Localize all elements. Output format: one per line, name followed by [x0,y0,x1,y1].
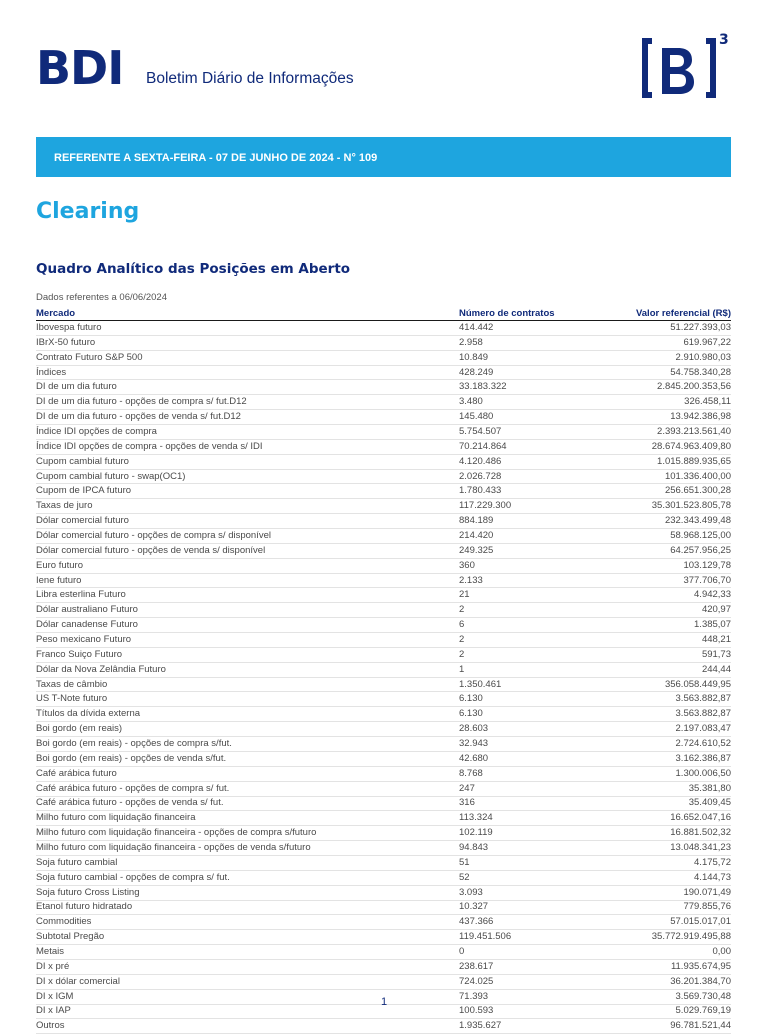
cell-contracts: 6.130 [459,692,589,707]
cell-value: 619.967,22 [589,335,731,350]
cell-contracts: 8.768 [459,766,589,781]
cell-mercado: Milho futuro com liquidação financeira - opções de compra s/futuro [36,826,459,841]
cell-value: 35.772.919.495,88 [589,930,731,945]
cell-contracts: 145.480 [459,410,589,425]
cell-mercado: Soja futuro Cross Listing [36,885,459,900]
table-row [36,662,731,677]
table-row [36,514,731,529]
cell-contracts: 1.350.461 [459,677,589,692]
table-row [36,945,731,960]
table-row [36,647,731,662]
table-row [36,321,731,336]
cell-value: 1.015.889.935,65 [589,454,731,469]
table-row [36,751,731,766]
cell-mercado: US T-Note futuro [36,692,459,707]
cell-value: 3.563.882,87 [589,692,731,707]
table-row [36,499,731,514]
cell-value: 96.781.521,44 [589,1019,731,1034]
table-row [36,558,731,573]
cell-mercado: Café arábica futuro - opções de compra s/ fut. [36,781,459,796]
cell-contracts: 884.189 [459,514,589,529]
table-row [36,365,731,380]
cell-mercado: DI x pré [36,959,459,974]
cell-contracts: 2.133 [459,573,589,588]
cell-contracts: 360 [459,558,589,573]
table-row [36,841,731,856]
cell-contracts: 2 [459,633,589,648]
table-row [36,529,731,544]
cell-contracts: 3.093 [459,885,589,900]
column-header-contracts: Número de contratos [459,307,589,321]
cell-mercado: Índice IDI opções de compra - opções de venda s/ IDI [36,439,459,454]
cell-mercado: Milho futuro com liquidação financeira - opções de venda s/futuro [36,841,459,856]
table-row [36,781,731,796]
cell-contracts: 42.680 [459,751,589,766]
table-row [36,439,731,454]
cell-contracts: 316 [459,796,589,811]
cell-mercado: Taxas de juro [36,499,459,514]
cell-mercado: Boi gordo (em reais) [36,722,459,737]
cell-contracts: 238.617 [459,959,589,974]
cell-value: 35.409,45 [589,796,731,811]
cell-mercado: Euro futuro [36,558,459,573]
cell-mercado: Dólar comercial futuro - opções de venda s/ disponível [36,543,459,558]
cell-contracts: 52 [459,870,589,885]
cell-mercado: Soja futuro cambial [36,855,459,870]
cell-mercado: Títulos da dívida externa [36,707,459,722]
cell-mercado: Dólar australiano Futuro [36,603,459,618]
cell-value: 779.855,76 [589,900,731,915]
cell-mercado: Ibovespa futuro [36,321,459,336]
cell-contracts: 2 [459,603,589,618]
cell-contracts: 3.480 [459,395,589,410]
cell-mercado: Libra esterlina Futuro [36,588,459,603]
cell-value: 57.015.017,01 [589,915,731,930]
cell-mercado: Boi gordo (em reais) - opções de venda s/fut. [36,751,459,766]
table-row [36,618,731,633]
cell-value: 190.071,49 [589,885,731,900]
cell-value: 2.393.213.561,40 [589,425,731,440]
cell-mercado: Índice IDI opções de compra [36,425,459,440]
page-number: 1 [380,996,388,1008]
cell-mercado: DI de um dia futuro [36,380,459,395]
table-row [36,1019,731,1034]
cell-contracts: 10.327 [459,900,589,915]
table-row [36,454,731,469]
data-reference-note: Dados referentes a 06/06/2024 [36,292,167,303]
cell-mercado: Cupom cambial futuro [36,454,459,469]
cell-mercado: Milho futuro com liquidação financeira [36,811,459,826]
cell-mercado: Franco Suiço Futuro [36,647,459,662]
cell-value: 2.845.200.353,56 [589,380,731,395]
cell-value: 232.343.499,48 [589,514,731,529]
cell-value: 420,97 [589,603,731,618]
header [36,32,736,110]
cell-mercado: Contrato Futuro S&P 500 [36,350,459,365]
cell-value: 3.563.882,87 [589,707,731,722]
cell-contracts: 6 [459,618,589,633]
table-body [36,321,731,1034]
table-row [36,425,731,440]
table-row [36,811,731,826]
cell-mercado: Soja futuro cambial - opções de compra s/ fut. [36,870,459,885]
cell-contracts: 10.849 [459,350,589,365]
bdi-acronym: BDI [36,41,124,95]
table-row [36,737,731,752]
cell-contracts: 247 [459,781,589,796]
cell-mercado: DI x IAP [36,1004,459,1019]
table-row [36,395,731,410]
table-row [36,633,731,648]
table-row [36,469,731,484]
cell-mercado: Commodities [36,915,459,930]
cell-value: 377.706,70 [589,573,731,588]
cell-mercado: Etanol futuro hidratado [36,900,459,915]
cell-contracts: 51 [459,855,589,870]
cell-value: 58.968.125,00 [589,529,731,544]
cell-value: 448,21 [589,633,731,648]
column-header-value: Valor referencial (R$) [589,307,731,321]
cell-contracts: 2 [459,647,589,662]
cell-value: 1.300.006,50 [589,766,731,781]
table-row [36,974,731,989]
cell-contracts: 437.366 [459,915,589,930]
table-row [36,677,731,692]
cell-contracts: 71.393 [459,989,589,1004]
svg-text:3: 3 [719,32,729,48]
bdi-subtitle: Boletim Diário de Informações [146,70,354,87]
cell-contracts: 1.780.433 [459,484,589,499]
cell-contracts: 414.442 [459,321,589,336]
cell-value: 16.652.047,16 [589,811,731,826]
cell-mercado: Café arábica futuro - opções de venda s/ fut. [36,796,459,811]
table-row [36,335,731,350]
cell-mercado: DI x dólar comercial [36,974,459,989]
cell-value: 16.881.502,32 [589,826,731,841]
cell-contracts: 1.935.627 [459,1019,589,1034]
cell-mercado: Dólar da Nova Zelândia Futuro [36,662,459,677]
section-title: Clearing [36,199,140,224]
open-positions-table [36,307,731,1034]
cell-value: 11.935.674,95 [589,959,731,974]
cell-contracts: 4.120.486 [459,454,589,469]
cell-value: 101.336.400,00 [589,469,731,484]
cell-mercado: Cupom cambial futuro - swap(OC1) [36,469,459,484]
cell-mercado: IBrX-50 futuro [36,335,459,350]
cell-value: 103.129,78 [589,558,731,573]
cell-mercado: Subtotal Pregão [36,930,459,945]
cell-mercado: Café arábica futuro [36,766,459,781]
cell-contracts: 28.603 [459,722,589,737]
cell-value: 28.674.963.409,80 [589,439,731,454]
cell-mercado: Iene futuro [36,573,459,588]
cell-mercado: DI x IGM [36,989,459,1004]
cell-value: 13.942.386,98 [589,410,731,425]
cell-mercado: Peso mexicano Futuro [36,633,459,648]
table-row [36,959,731,974]
cell-contracts: 1 [459,662,589,677]
cell-mercado: Taxas de câmbio [36,677,459,692]
table-row [36,796,731,811]
table-row [36,855,731,870]
table-row [36,692,731,707]
cell-contracts: 2.958 [459,335,589,350]
cell-value: 244,44 [589,662,731,677]
table-row [36,543,731,558]
cell-value: 1.385,07 [589,618,731,633]
cell-contracts: 21 [459,588,589,603]
cell-contracts: 724.025 [459,974,589,989]
cell-contracts: 32.943 [459,737,589,752]
cell-contracts: 113.324 [459,811,589,826]
cell-value: 356.058.449,95 [589,677,731,692]
cell-contracts: 0 [459,945,589,960]
cell-mercado: Dólar canadense Futuro [36,618,459,633]
cell-value: 0,00 [589,945,731,960]
cell-contracts: 119.451.506 [459,930,589,945]
cell-contracts: 5.754.507 [459,425,589,440]
cell-mercado: Boi gordo (em reais) - opções de compra s/fut. [36,737,459,752]
cell-value: 2.724.610,52 [589,737,731,752]
cell-contracts: 6.130 [459,707,589,722]
table-row [36,603,731,618]
cell-mercado: DI de um dia futuro - opções de venda s/ fut.D12 [36,410,459,425]
table-row [36,573,731,588]
table-row [36,885,731,900]
cell-contracts: 428.249 [459,365,589,380]
cell-mercado: Dólar comercial futuro - opções de compra s/ disponível [36,529,459,544]
cell-mercado: DI de um dia futuro - opções de compra s/ fut.D12 [36,395,459,410]
cell-value: 3.569.730,48 [589,989,731,1004]
table-row [36,766,731,781]
cell-value: 5.029.769,19 [589,1004,731,1019]
table-header-row [36,307,731,321]
cell-value: 54.758.340,28 [589,365,731,380]
cell-value: 35.301.523.805,78 [589,499,731,514]
cell-contracts: 33.183.322 [459,380,589,395]
cell-contracts: 2.026.728 [459,469,589,484]
cell-mercado: Outros [36,1019,459,1034]
cell-value: 326.458,11 [589,395,731,410]
cell-contracts: 94.843 [459,841,589,856]
table-row [36,707,731,722]
table-row [36,588,731,603]
cell-mercado: Índices [36,365,459,380]
cell-contracts: 214.420 [459,529,589,544]
table-row [36,826,731,841]
column-header-mercado: Mercado [36,307,459,321]
cell-contracts: 70.214.864 [459,439,589,454]
reference-date-banner: REFERENTE A SEXTA-FEIRA - 07 DE JUNHO DE 2024 - N° 109 [36,137,731,177]
cell-value: 3.162.386,87 [589,751,731,766]
cell-contracts: 117.229.300 [459,499,589,514]
cell-value: 64.257.956,25 [589,543,731,558]
cell-mercado: Cupom de IPCA futuro [36,484,459,499]
cell-value: 4.175,72 [589,855,731,870]
table-row [36,484,731,499]
table-row [36,410,731,425]
cell-value: 591,73 [589,647,731,662]
subsection-title: Quadro Analítico das Posições em Aberto [36,261,351,277]
cell-value: 4.144,73 [589,870,731,885]
cell-value: 2.197.083,47 [589,722,731,737]
cell-contracts: 102.119 [459,826,589,841]
cell-value: 35.381,80 [589,781,731,796]
cell-value: 256.651.300,28 [589,484,731,499]
cell-mercado: Dólar comercial futuro [36,514,459,529]
cell-value: 13.048.341,23 [589,841,731,856]
table-row [36,930,731,945]
cell-contracts: 100.593 [459,1004,589,1019]
cell-contracts: 249.325 [459,543,589,558]
cell-mercado: Metais [36,945,459,960]
b3-logo-icon [636,30,736,106]
cell-value: 4.942,33 [589,588,731,603]
cell-value: 51.227.393,03 [589,321,731,336]
table-row [36,350,731,365]
table-row [36,900,731,915]
cell-value: 2.910.980,03 [589,350,731,365]
cell-value: 36.201.384,70 [589,974,731,989]
table-row [36,722,731,737]
table-row [36,915,731,930]
table-row [36,870,731,885]
table-row [36,380,731,395]
